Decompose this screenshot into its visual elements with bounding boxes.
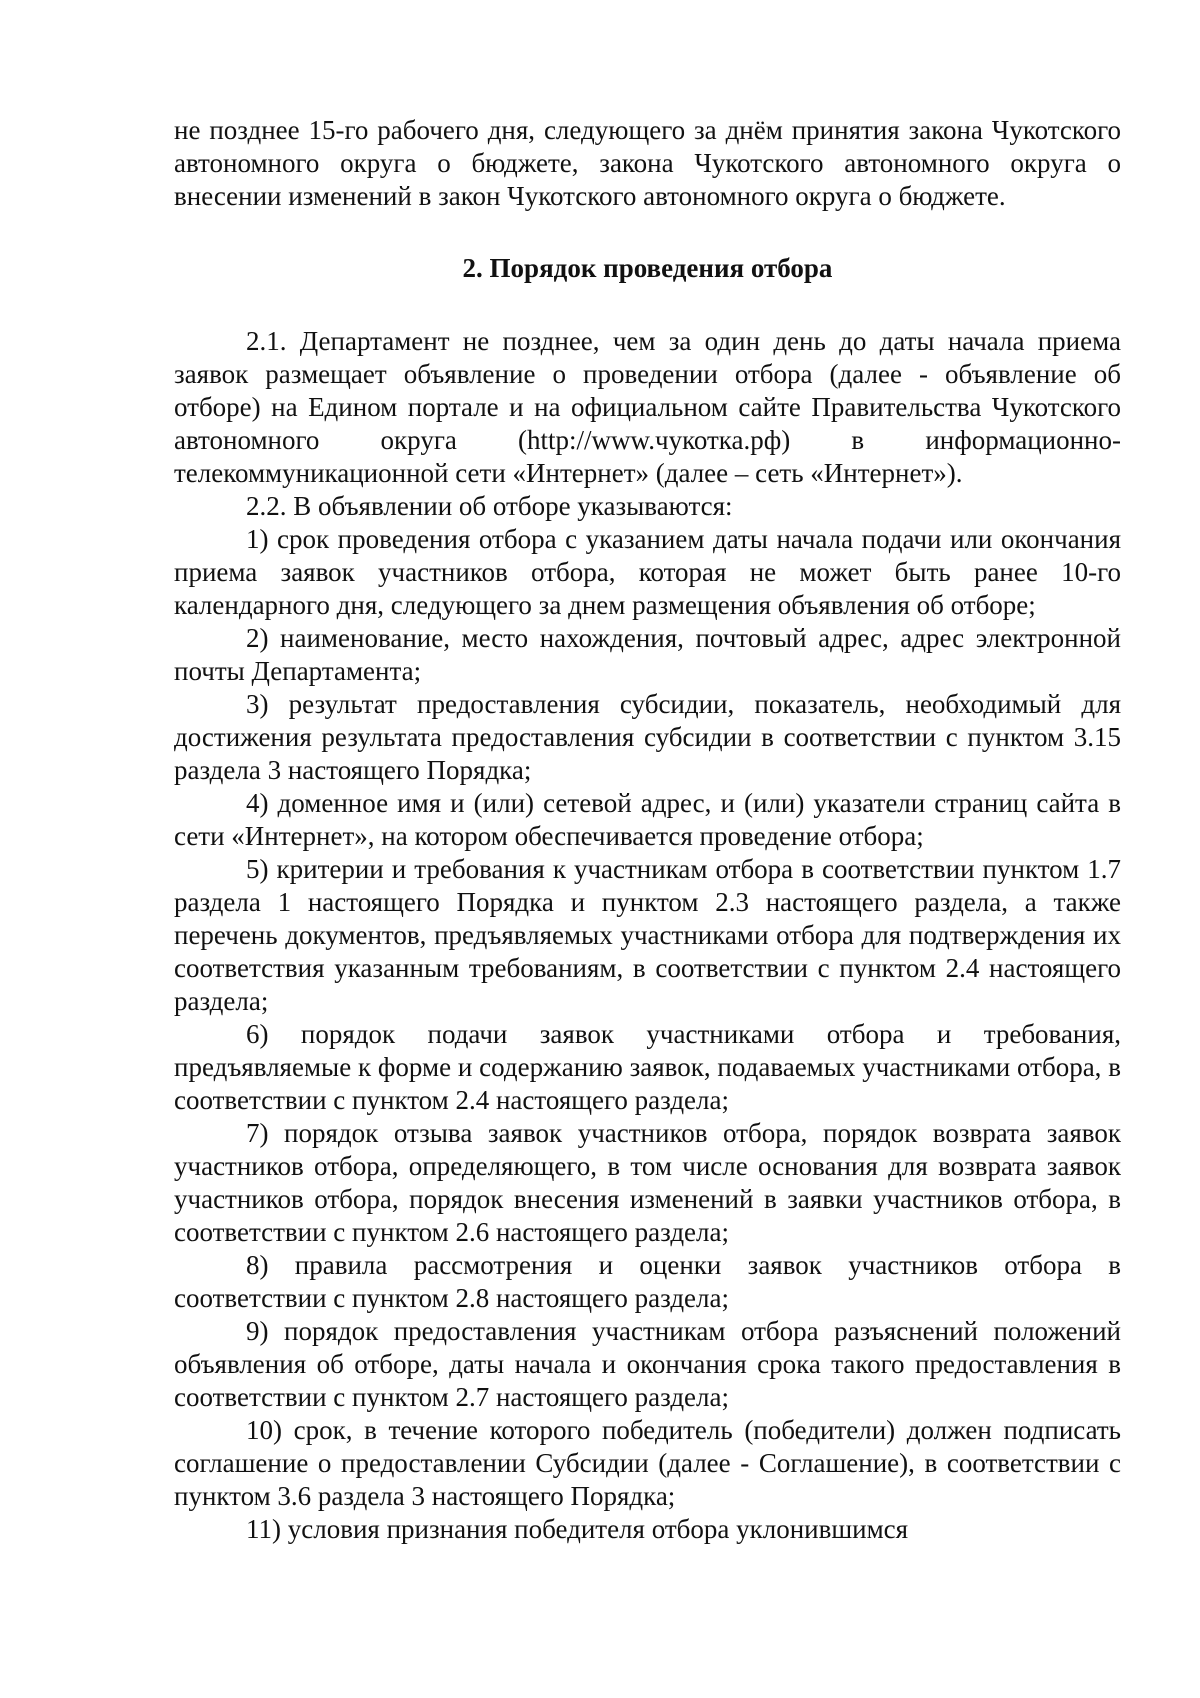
list-item-8: 8) правила рассмотрения и оценки заявок участников отбора в соответствии с пунктом 2.8 настоящего раздела; (174, 1250, 1121, 1313)
list-item-10: 10) срок, в течение которого победитель (победители) должен подписать соглашение о предоставлении Субсидии (далее - Соглашение), в соответствии с пунктом 3.6 раздела 3 настоящего Порядка; (174, 1415, 1121, 1511)
list-item-4: 4) доменное имя и (или) сетевой адрес, и (или) указатели страниц сайта в сети «Интернет», на котором обеспечивается проведение отбора; (174, 788, 1121, 851)
paragraph-2-2: 2.2. В объявлении об отборе указываются: (246, 491, 733, 521)
list-item-5: 5) критерии и требования к участникам отбора в соответствии пунктом 1.7 раздела 1 настоящего Порядка и пунктом 2.3 настоящего раздела, а также перечень документов, предъявляемых участниками отбора для подтверждения их соответствия указанным требованиям, в соответствии с пунктом 2.4 настоящего раздела; (174, 854, 1121, 1016)
list-item-2: 2) наименование, место нахождения, почтовый адрес, адрес электронной почты Департамента; (174, 623, 1121, 686)
paragraph-2-1: 2.1. Департамент не позднее, чем за один день до даты начала приема заявок размещает объявление о проведении отбора (далее - объявление об отборе) на Едином портале и на официальном сайте Правительства Чукотского автономного округа (http://www.чукотка.рф) в информационно-телекоммуникационной сети «Интернет» (далее – сеть «Интернет»). (174, 326, 1121, 488)
intro-paragraph: не позднее 15-го рабочего дня, следующего за днём принятия закона Чукотского автономного округа о бюджете, закона Чукотского автономного округа о внесении изменений в закон Чукотского автономного округа о бюджете. (174, 115, 1121, 211)
list-item-6: 6) порядок подачи заявок участниками отбора и требования, предъявляемые к форме и содержанию заявок, подаваемых участниками отбора, в соответствии с пунктом 2.4 настоящего раздела; (174, 1019, 1121, 1115)
list-item-7: 7) порядок отзыва заявок участников отбора, порядок возврата заявок участников отбора, определяющего, в том числе основания для возврата заявок участников отбора, порядок внесения изменений в заявки участников отбора, в соответствии с пунктом 2.6 настоящего раздела; (174, 1118, 1121, 1247)
document-body (174, 114, 1121, 1546)
list-item-3: 3) результат предоставления субсидии, показатель, необходимый для достижения результата предоставления субсидии в соответствии с пунктом 3.15 раздела 3 настоящего Порядка; (174, 689, 1121, 785)
section-title: 2. Порядок проведения отбора (462, 253, 833, 283)
list-item-1: 1) срок проведения отбора с указанием даты начала подачи или окончания приема заявок участников отбора, которая не может быть ранее 10-го календарного дня, следующего за днем размещения объявления об отборе; (174, 524, 1121, 620)
list-item-9: 9) порядок предоставления участникам отбора разъяснений положений объявления об отборе, даты начала и окончания срока такого предоставления в соответствии с пунктом 2.7 настоящего раздела; (174, 1316, 1121, 1412)
list-item-11: 11) условия признания победителя отбора уклонившимся (246, 1514, 909, 1544)
